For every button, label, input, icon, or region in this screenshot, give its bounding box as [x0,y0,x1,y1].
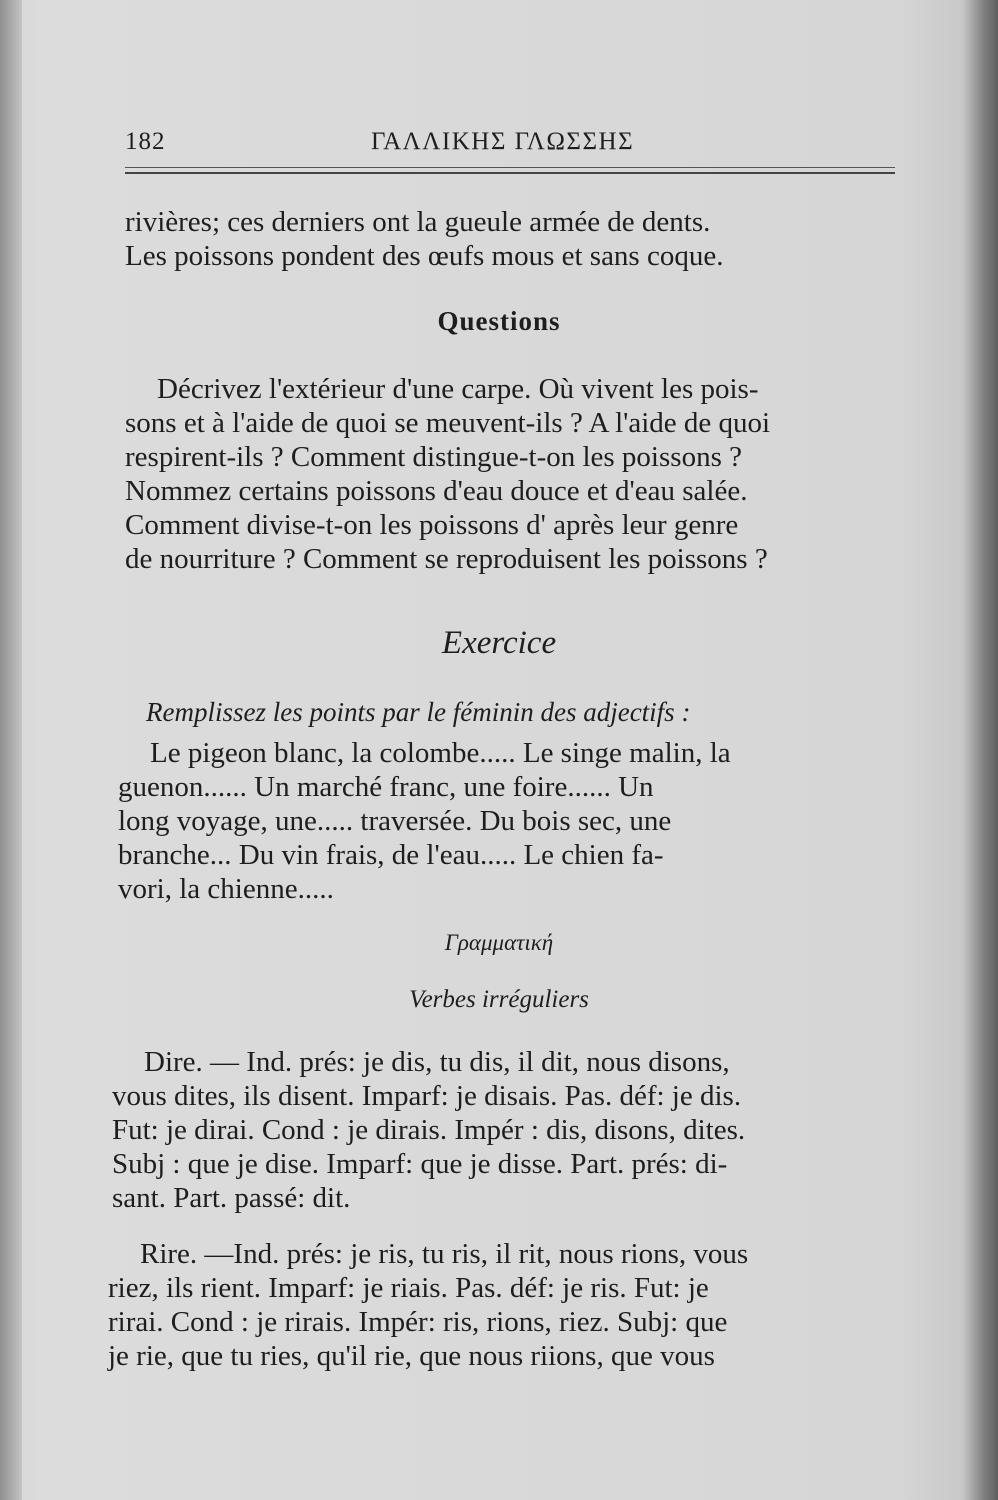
text-line: Rire. —Ind. prés: je ris, tu ris, il rit, nous rions, vous [140,1238,749,1270]
exercice-paragraph [118,736,878,906]
header-rule-thin [125,167,895,168]
questions-heading: Questions [437,306,561,336]
text-line: vous dites, ils disent. Imparf: je disais. Pas. déf: je dis. [112,1080,742,1112]
text-line: Nommez certains poissons d'eau douce et d'eau salée. [125,475,748,507]
text-line: sant. Part. passé: dit. [112,1182,351,1214]
text-line: sons et à l'aide de quoi se meuvent-ils ? A l'aide de quoi [125,407,771,439]
grammar-heading: Γραμματική [444,930,554,955]
text-line: Dire. — Ind. prés: je dis, tu dis, il dit, nous disons, [144,1046,730,1078]
text-line: rivières; ces derniers ont la gueule armée de dents. [125,206,711,238]
text-line: Les poissons pondent des œufs mous et sans coque. [125,240,724,272]
page-left-edge [0,0,22,1500]
text-line: rirai. Cond : je rirais. Impér: ris, rions, riez. Subj: que [108,1306,728,1338]
questions-paragraph [125,372,885,576]
text-line: je rie, que tu ries, qu'il rie, que nous riions, que vous [108,1340,715,1372]
running-title: ΓΑΛΛΙΚΗΣ ΓΛΩΣΣΗΣ [371,128,635,155]
header-rule-thick [125,172,895,174]
page-right-edge [964,0,998,1500]
intro-paragraph [125,205,885,273]
irregular-verbs-subheading: Verbes irréguliers [409,986,589,1013]
text-line: Subj : que je dise. Imparf: que je disse. Part. prés: di- [112,1148,728,1180]
text-line: long voyage, une..... traversée. Du bois sec, une [118,805,672,837]
exercice-instruction: Remplissez les points par le féminin des adjectifs : [146,697,691,727]
page-number: 182 [125,128,166,155]
text-line: guenon...... Un marché franc, une foire...... Un [118,771,654,803]
page-header [125,128,895,164]
exercice-heading: Exercice [441,625,557,661]
text-line: Comment divise-t-on les poissons d' après leur genre [125,509,739,541]
text-line: Décrivez l'extérieur d'une carpe. Où vivent les pois- [157,373,759,405]
dire-paragraph [112,1045,872,1215]
text-line: de nourriture ? Comment se reproduisent les poissons ? [125,543,768,575]
text-line: branche... Du vin frais, de l'eau..... Le chien fa- [118,839,664,871]
rire-paragraph [108,1237,868,1373]
text-line: Le pigeon blanc, la colombe..... Le singe malin, la [150,737,731,769]
text-line: riez, ils rient. Imparf: je riais. Pas. déf: je ris. Fut: je [108,1272,709,1304]
text-line: Fut: je dirai. Cond : je dirais. Impér : dis, disons, dites. [112,1114,746,1146]
text-line: vori, la chienne..... [118,873,334,905]
text-line: respirent-ils ? Comment distingue-t-on les poissons ? [125,441,742,473]
